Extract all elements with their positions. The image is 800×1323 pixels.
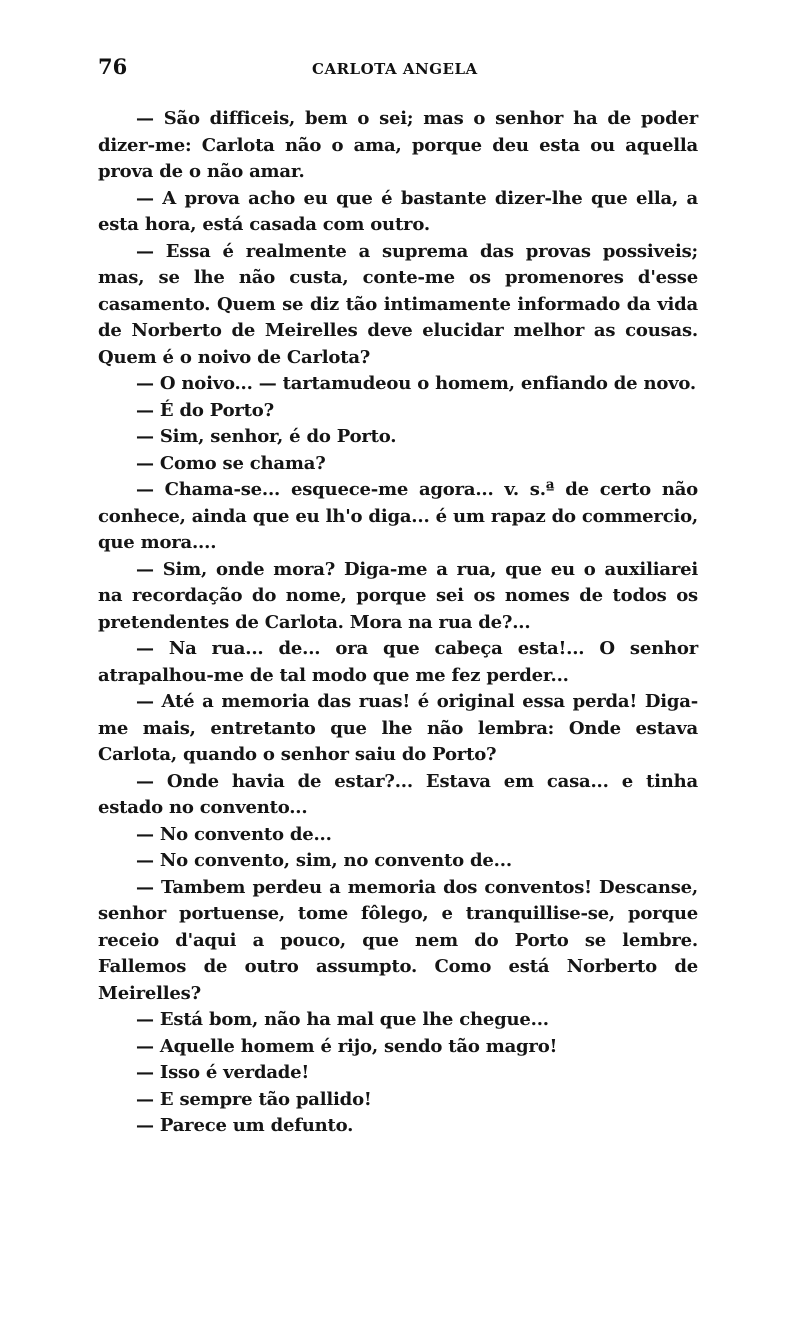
paragraph: — Como se chama?	[136, 452, 326, 474]
paragraph: — Sim, onde mora? Diga-me a rua, que eu o auxiliarei na recordação do nome, porque sei os nomes de todos os pretendentes de Carlota. Mora na rua de?...	[98, 558, 698, 633]
page-header	[98, 52, 698, 82]
paragraph: — O noivo... — tartamudeou o homem, enfiando de novo.	[136, 373, 696, 394]
paragraph: — Está bom, não ha mal que lhe chegue...	[136, 1009, 549, 1030]
paragraph: — Na rua... de... ora que cabeça esta!... O senhor atrapalhou-me de tal modo que me fez perder...	[98, 638, 698, 686]
paragraph: — Onde havia de estar?... Estava em casa... e tinha estado no convento...	[98, 770, 698, 818]
paragraph: — Aquelle homem é rijo, sendo tão magro!	[136, 1035, 558, 1057]
paragraph: — Chama-se... esquece-me agora... v. s.ª de certo não conhece, ainda que eu lh'o diga... é um rapaz do commercio, que mora....	[98, 479, 698, 553]
paragraph: — É do Porto?	[136, 399, 274, 421]
paragraph: — No convento de...	[136, 823, 332, 845]
paragraph: — Essa é realmente a suprema das provas possiveis; mas, se lhe não custa, conte-me os promenores d'esse casamento. Quem se diz tão intimamente informado da vida de Norberto de Meirelles deve elucidar melhor as cousas. Quem é o noivo de Carlota?	[98, 240, 698, 368]
paragraph: — Sim, senhor, é do Porto.	[136, 426, 397, 447]
paragraph: — Parece um defunto.	[136, 1115, 354, 1136]
paragraph: — E sempre tão pallido!	[136, 1088, 372, 1110]
paragraph: — São difficeis, bem o sei; mas o senhor ha de poder dizer-me: Carlota não o ama, porque deu esta ou aquella prova de o não amar.	[98, 108, 698, 182]
paragraph: — Isso é verdade!	[136, 1062, 310, 1083]
paragraph: — Tambem perdeu a memoria dos conventos! Descanse, senhor portuense, tome fôlego, e tranquillise-se, porque receio d'aqui a pouco, que nem do Porto se lembre. Fallemos de outro assumpto. Como está Norberto de Meirelles?	[98, 876, 698, 1004]
paragraph: — Até a memoria das ruas! é original essa perda! Diga-me mais, entretanto que lhe não lembra: Onde estava Carlota, quando o senhor saiu do Porto?	[98, 691, 698, 765]
running-title: CARLOTA ANGELA	[312, 60, 478, 78]
paragraph: — A prova acho eu que é bastante dizer-lhe que ella, a esta hora, está casada com outro.	[98, 187, 698, 235]
page-body	[98, 106, 698, 1140]
paragraph: — No convento, sim, no convento de...	[136, 850, 512, 871]
page-number: 76	[98, 54, 128, 79]
